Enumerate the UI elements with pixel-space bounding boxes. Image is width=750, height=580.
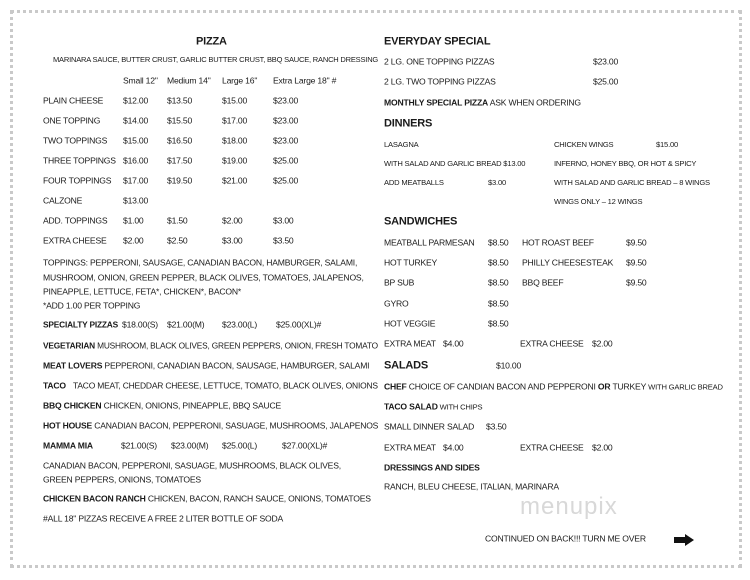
sandwich-price: $8.50 xyxy=(488,318,509,329)
sandwich-price: $8.50 xyxy=(488,298,509,309)
pizza-row-price: $1.50 xyxy=(167,215,188,226)
pizza-title: PIZZA xyxy=(196,35,227,48)
dressings-title: DRESSINGS AND SIDES xyxy=(384,462,480,473)
everyday-item: 2 LG. ONE TOPPING PIZZAS xyxy=(384,56,495,67)
pizza-row-price: $3.50 xyxy=(273,235,294,246)
sandwich-price: $8.50 xyxy=(488,278,509,289)
special-taco: TACO xyxy=(43,380,66,391)
right-arrow-icon xyxy=(674,533,694,551)
toppings-line: MUSHROOM, ONION, GREEN PEPPER, BLACK OLIVES, TOMATOES, JALAPENOS, xyxy=(43,272,364,283)
specialty-price: $23.00(L) xyxy=(222,319,257,330)
extra-meat-price: $4.00 xyxy=(443,338,464,349)
chicken-wings: CHICKEN WINGS xyxy=(554,140,614,150)
wings-only: WINGS ONLY – 12 WINGS xyxy=(554,197,643,207)
everyday-price: $25.00 xyxy=(593,76,619,87)
everyday-price: $23.00 xyxy=(593,56,619,67)
mamma-mia-price: $25.00(L) xyxy=(222,440,257,451)
mamma-mia-desc: CANADIAN BACON, PEPPERONI, SASUAGE, MUSHROOMS, BLACK OLIVES, xyxy=(43,460,341,471)
pizza-row-price: $13.50 xyxy=(167,95,193,106)
soda-note: #ALL 18" PIZZAS RECEIVE A FREE 2 LITER BOTTLE OF SODA xyxy=(43,513,283,524)
chef-salad: CHEF CHOICE OF CANDIAN BACON AND PEPPERONI OR TURKEY WITH GARLIC BREAD xyxy=(384,381,723,392)
pizza-row-price: $17.00 xyxy=(123,175,149,186)
sandwich-price: $8.50 xyxy=(488,257,509,268)
pizza-row-price: $23.00 xyxy=(273,95,299,106)
small-dinner-salad: SMALL DINNER SALAD xyxy=(384,421,475,432)
specialty-price: $21.00(M) xyxy=(167,319,205,330)
wings-with: WITH SALAD AND GARLIC BREAD – 8 WINGS xyxy=(554,178,710,188)
pizza-row-name: TWO TOPPINGS xyxy=(43,135,108,146)
taco-salad: TACO SALAD WITH CHIPS xyxy=(384,401,483,412)
sandwich-price: $9.50 xyxy=(626,257,647,268)
mamma-mia-label: MAMMA MIA xyxy=(43,440,93,451)
lasagna-with: WITH SALAD AND GARLIC BREAD $13.00 xyxy=(384,159,526,169)
salad-extra-cheese-price: $2.00 xyxy=(592,442,613,453)
pizza-row-name: CALZONE xyxy=(43,195,83,206)
toppings-line: PINEAPPLE, LETTUCE, FETA*, CHICKEN*, BACON* xyxy=(43,286,242,297)
pizza-row-price: $23.00 xyxy=(273,135,299,146)
monthly-special: MONTHLY SPECIAL PIZZA ASK WHEN ORDERING xyxy=(384,97,581,108)
extra-cheese-price: $2.00 xyxy=(592,338,613,349)
sandwich-price: $9.50 xyxy=(626,278,647,289)
special-chicken-bacon-ranch: CHICKEN BACON RANCH CHICKEN, BACON, RANCH SAUCE, ONIONS, TOMATOES xyxy=(43,493,371,504)
pizza-row-price: $19.50 xyxy=(167,175,193,186)
sandwich-price: $9.50 xyxy=(626,237,647,248)
sandwich-name: GYRO xyxy=(384,298,409,309)
pizza-row-price: $19.00 xyxy=(222,155,248,166)
special-meat-lovers: MEAT LOVERS PEPPERONI, CANADIAN BACON, SAUSAGE, HAMBURGER, SALAMI xyxy=(43,360,370,371)
extra-cheese: EXTRA CHEESE xyxy=(520,338,584,349)
pizza-row-name: THREE TOPPINGS xyxy=(43,155,116,166)
sandwiches-title: SANDWICHES xyxy=(384,215,458,228)
pizza-row-price: $25.00 xyxy=(273,175,299,186)
chicken-wings-price: $15.00 xyxy=(656,140,679,150)
size-header: Medium 14" xyxy=(167,75,211,86)
special-bbq-chicken: BBQ CHICKEN CHICKEN, ONIONS, PINEAPPLE, BBQ SAUCE xyxy=(43,400,282,411)
sandwich-name: BP SUB xyxy=(384,278,415,289)
sandwich-name: PHILLY CHEESESTEAK xyxy=(522,257,614,268)
everyday-item: 2 LG. TWO TOPPING PIZZAS xyxy=(384,76,496,87)
pizza-row-price: $2.00 xyxy=(123,235,144,246)
pizza-row-price: $23.00 xyxy=(273,115,299,126)
size-header: Large 16" xyxy=(222,75,258,86)
sandwich-name: HOT ROAST BEEF xyxy=(522,237,594,248)
small-dinner-salad-price: $3.50 xyxy=(486,421,507,432)
topping-note: *ADD 1.00 PER TOPPING xyxy=(43,300,141,311)
pizza-row-name: ADD. TOPPINGS xyxy=(43,215,108,226)
pizza-row-price: $13.00 xyxy=(123,195,149,206)
pizza-row-price: $25.00 xyxy=(273,155,299,166)
salads-price: $10.00 xyxy=(496,360,522,371)
special-hot-house: HOT HOUSE CANADIAN BACON, PEPPERONI, SASUAGE, MUSHROOMS, JALAPENOS xyxy=(43,420,379,431)
pizza-row-name: ONE TOPPING xyxy=(43,115,101,126)
mamma-mia-price: $21.00(S) xyxy=(121,440,157,451)
pizza-row-name: EXTRA CHEESE xyxy=(43,235,107,246)
pizza-row-price: $18.00 xyxy=(222,135,248,146)
size-header: Extra Large 18" # xyxy=(273,75,337,86)
pizza-row-price: $2.50 xyxy=(167,235,188,246)
salad-extra-meat: EXTRA MEAT xyxy=(384,442,436,453)
pizza-row-price: $3.00 xyxy=(222,235,243,246)
specialty-price: $18.00(S) xyxy=(122,319,158,330)
pizza-row-price: $12.00 xyxy=(123,95,149,106)
dressings-list: RANCH, BLEU CHEESE, ITALIAN, MARINARA xyxy=(384,481,559,492)
dinners-title: DINNERS xyxy=(384,117,433,130)
pizza-row-price: $17.50 xyxy=(167,155,193,166)
sandwich-name: HOT TURKEY xyxy=(384,257,438,268)
special-vegetarian: VEGETARIAN MUSHROOM, BLACK OLIVES, GREEN PEPPERS, ONION, FRESH TOMATO xyxy=(43,340,378,351)
special-taco-desc: TACO MEAT, CHEDDAR CHEESE, LETTUCE, TOMATO, BLACK OLIVES, ONIONS xyxy=(73,380,378,391)
pizza-row-price: $16.00 xyxy=(123,155,149,166)
pizza-row-name: FOUR TOPPINGS xyxy=(43,175,112,186)
salad-extra-meat-price: $4.00 xyxy=(443,442,464,453)
pizza-row-price: $17.00 xyxy=(222,115,248,126)
toppings-line: TOPPINGS: PEPPERONI, SAUSAGE, CANADIAN BACON, HAMBURGER, SALAMI, xyxy=(43,257,358,268)
pizza-row-price: $2.00 xyxy=(222,215,243,226)
specialty-label: SPECIALTY PIZZAS xyxy=(43,319,119,330)
sandwich-name: MEATBALL PARMESAN xyxy=(384,237,475,248)
mamma-mia-price: $23.00(M) xyxy=(171,440,209,451)
size-header: Small 12" xyxy=(123,75,158,86)
mamma-mia-desc: GREEN PEPPERS, ONIONS, TOMATOES xyxy=(43,474,201,485)
pizza-row-price: $15.00 xyxy=(222,95,248,106)
meatballs-price: $3.00 xyxy=(488,178,507,188)
watermark: menupix xyxy=(520,493,618,520)
add-meatballs: ADD MEATBALLS xyxy=(384,178,444,188)
salad-extra-cheese: EXTRA CHEESE xyxy=(520,442,584,453)
everyday-title: EVERYDAY SPECIAL xyxy=(384,35,491,48)
lasagna: LASAGNA xyxy=(384,140,419,150)
wings-flavors: INFERNO, HONEY BBQ, OR HOT & SPICY xyxy=(554,159,697,169)
extra-meat: EXTRA MEAT xyxy=(384,338,436,349)
pizza-row-price: $15.50 xyxy=(167,115,193,126)
continued-note: CONTINUED ON BACK!!! TURN ME OVER xyxy=(485,533,646,544)
sandwich-price: $8.50 xyxy=(488,237,509,248)
pizza-row-name: PLAIN CHEESE xyxy=(43,95,104,106)
sandwich-name: BBQ BEEF xyxy=(522,278,564,289)
mamma-mia-price: $27.00(XL)# xyxy=(282,440,328,451)
salads-title: SALADS xyxy=(384,359,429,372)
pizza-row-price: $14.00 xyxy=(123,115,149,126)
pizza-row-price: $3.00 xyxy=(273,215,294,226)
sandwich-name: HOT VEGGIE xyxy=(384,318,436,329)
pizza-row-price: $21.00 xyxy=(222,175,248,186)
pizza-row-price: $1.00 xyxy=(123,215,144,226)
pizza-sauces: MARINARA SAUCE, BUTTER CRUST, GARLIC BUTTER CRUST, BBQ SAUCE, RANCH DRESSING xyxy=(53,55,379,65)
pizza-row-price: $16.50 xyxy=(167,135,193,146)
specialty-price: $25.00(XL)# xyxy=(276,319,322,330)
pizza-row-price: $15.00 xyxy=(123,135,149,146)
